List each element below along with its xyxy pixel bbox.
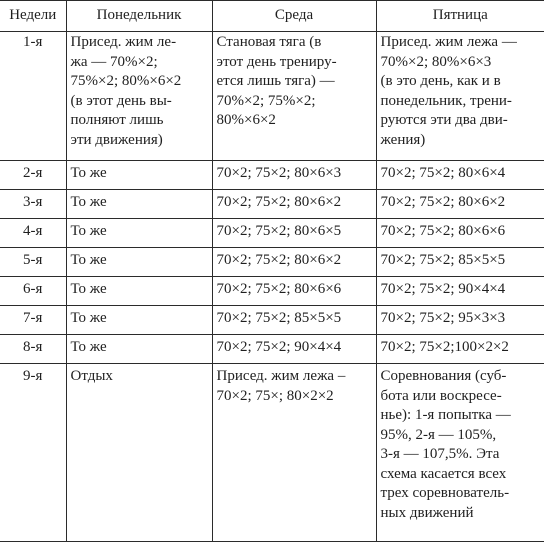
friday-cell	[376, 277, 544, 306]
week-label: 7-я	[23, 310, 43, 326]
monday-cell	[66, 277, 212, 306]
week-label: 3-я	[23, 194, 43, 210]
friday-cell	[376, 364, 544, 542]
table-row	[0, 161, 544, 190]
week-label: 8-я	[23, 339, 43, 355]
monday-cell	[66, 190, 212, 219]
week-label: 2-я	[23, 165, 43, 181]
week-label: 5-я	[23, 252, 43, 268]
monday-text: То же	[70, 339, 107, 355]
friday-text: 70×2; 75×2; 85×5×5	[380, 252, 506, 268]
wednesday-text: 70×2; 75×2; 80×6×2	[216, 194, 342, 210]
wednesday-cell	[212, 248, 376, 277]
friday-cell	[376, 219, 544, 248]
wednesday-cell	[212, 364, 376, 542]
table-row	[0, 32, 544, 161]
friday-text: 70×2; 75×2; 80×6×4	[380, 165, 506, 181]
header-monday: Понедельник	[66, 1, 212, 32]
friday-cell	[376, 161, 544, 190]
friday-cell	[376, 190, 544, 219]
friday-text: 70×2; 75×2; 95×3×3	[380, 310, 506, 326]
monday-cell	[66, 161, 212, 190]
friday-text: 70×2; 75×2;100×2×2	[380, 339, 509, 355]
week-label: 1-я	[23, 34, 43, 50]
friday-text: Присед. жим лежа — 70%×2; 80%×6×3 (в это день, как и в понедельник, трени- руются эти два дви- жения)	[380, 34, 517, 148]
week-label: 4-я	[23, 223, 43, 239]
week-cell	[0, 219, 66, 248]
monday-text: То же	[70, 223, 107, 239]
wednesday-cell	[212, 219, 376, 248]
wednesday-cell	[212, 161, 376, 190]
table-row	[0, 277, 544, 306]
wednesday-cell	[212, 32, 376, 161]
table-header-row	[0, 1, 544, 32]
week-cell	[0, 190, 66, 219]
wednesday-cell	[212, 277, 376, 306]
week-label: 6-я	[23, 281, 43, 297]
week-cell	[0, 161, 66, 190]
monday-text: То же	[70, 194, 107, 210]
wednesday-cell	[212, 335, 376, 364]
friday-cell	[376, 306, 544, 335]
header-friday: Пятница	[376, 1, 544, 32]
monday-text: То же	[70, 281, 107, 297]
table-row	[0, 306, 544, 335]
wednesday-cell	[212, 190, 376, 219]
monday-text: Присед. жим ле- жа — 70%×2; 75%×2; 80%×6×2 (в этот день вы- полняют лишь эти движения)	[70, 34, 182, 148]
monday-cell	[66, 306, 212, 335]
monday-text: То же	[70, 165, 107, 181]
header-weeks: Недели	[0, 1, 66, 32]
friday-text: Соревнования (суб- бота или воскресе- нье): 1-я попытка — 95%, 2-я — 105%, 3-я — 107,5%. Эта схема касается всех трех соревнователь- ных движений	[380, 368, 511, 521]
monday-text: Отдых	[70, 368, 113, 384]
week-cell	[0, 335, 66, 364]
monday-cell	[66, 32, 212, 161]
wednesday-cell	[212, 306, 376, 335]
monday-cell	[66, 335, 212, 364]
table-row	[0, 190, 544, 219]
table-row	[0, 219, 544, 248]
monday-cell	[66, 364, 212, 542]
friday-text: 70×2; 75×2; 80×6×6	[380, 223, 506, 239]
wednesday-text: 70×2; 75×2; 90×4×4	[216, 339, 342, 355]
wednesday-text: 70×2; 75×2; 80×6×5	[216, 223, 342, 239]
week-cell	[0, 32, 66, 161]
monday-text: То же	[70, 310, 107, 326]
friday-cell	[376, 32, 544, 161]
week-cell	[0, 277, 66, 306]
wednesday-text: 70×2; 75×2; 80×6×3	[216, 165, 342, 181]
week-label: 9-я	[23, 368, 43, 384]
wednesday-text: Присед. жим лежа – 70×2; 75×; 80×2×2	[216, 368, 346, 404]
week-cell	[0, 306, 66, 335]
monday-cell	[66, 248, 212, 277]
table-row	[0, 335, 544, 364]
friday-text: 70×2; 75×2; 90×4×4	[380, 281, 506, 297]
table-row	[0, 364, 544, 542]
friday-text: 70×2; 75×2; 80×6×2	[380, 194, 506, 210]
table-row	[0, 248, 544, 277]
header-wednesday: Среда	[212, 1, 376, 32]
wednesday-text: Становая тяга (в этот день трениру- ется лишь тяга) — 70%×2; 75%×2; 80%×6×2	[216, 34, 337, 128]
week-cell	[0, 248, 66, 277]
wednesday-text: 70×2; 75×2; 85×5×5	[216, 310, 342, 326]
friday-cell	[376, 248, 544, 277]
week-cell	[0, 364, 66, 542]
monday-text: То же	[70, 252, 107, 268]
friday-cell	[376, 335, 544, 364]
wednesday-text: 70×2; 75×2; 80×6×2	[216, 252, 342, 268]
monday-cell	[66, 219, 212, 248]
wednesday-text: 70×2; 75×2; 80×6×6	[216, 281, 342, 297]
